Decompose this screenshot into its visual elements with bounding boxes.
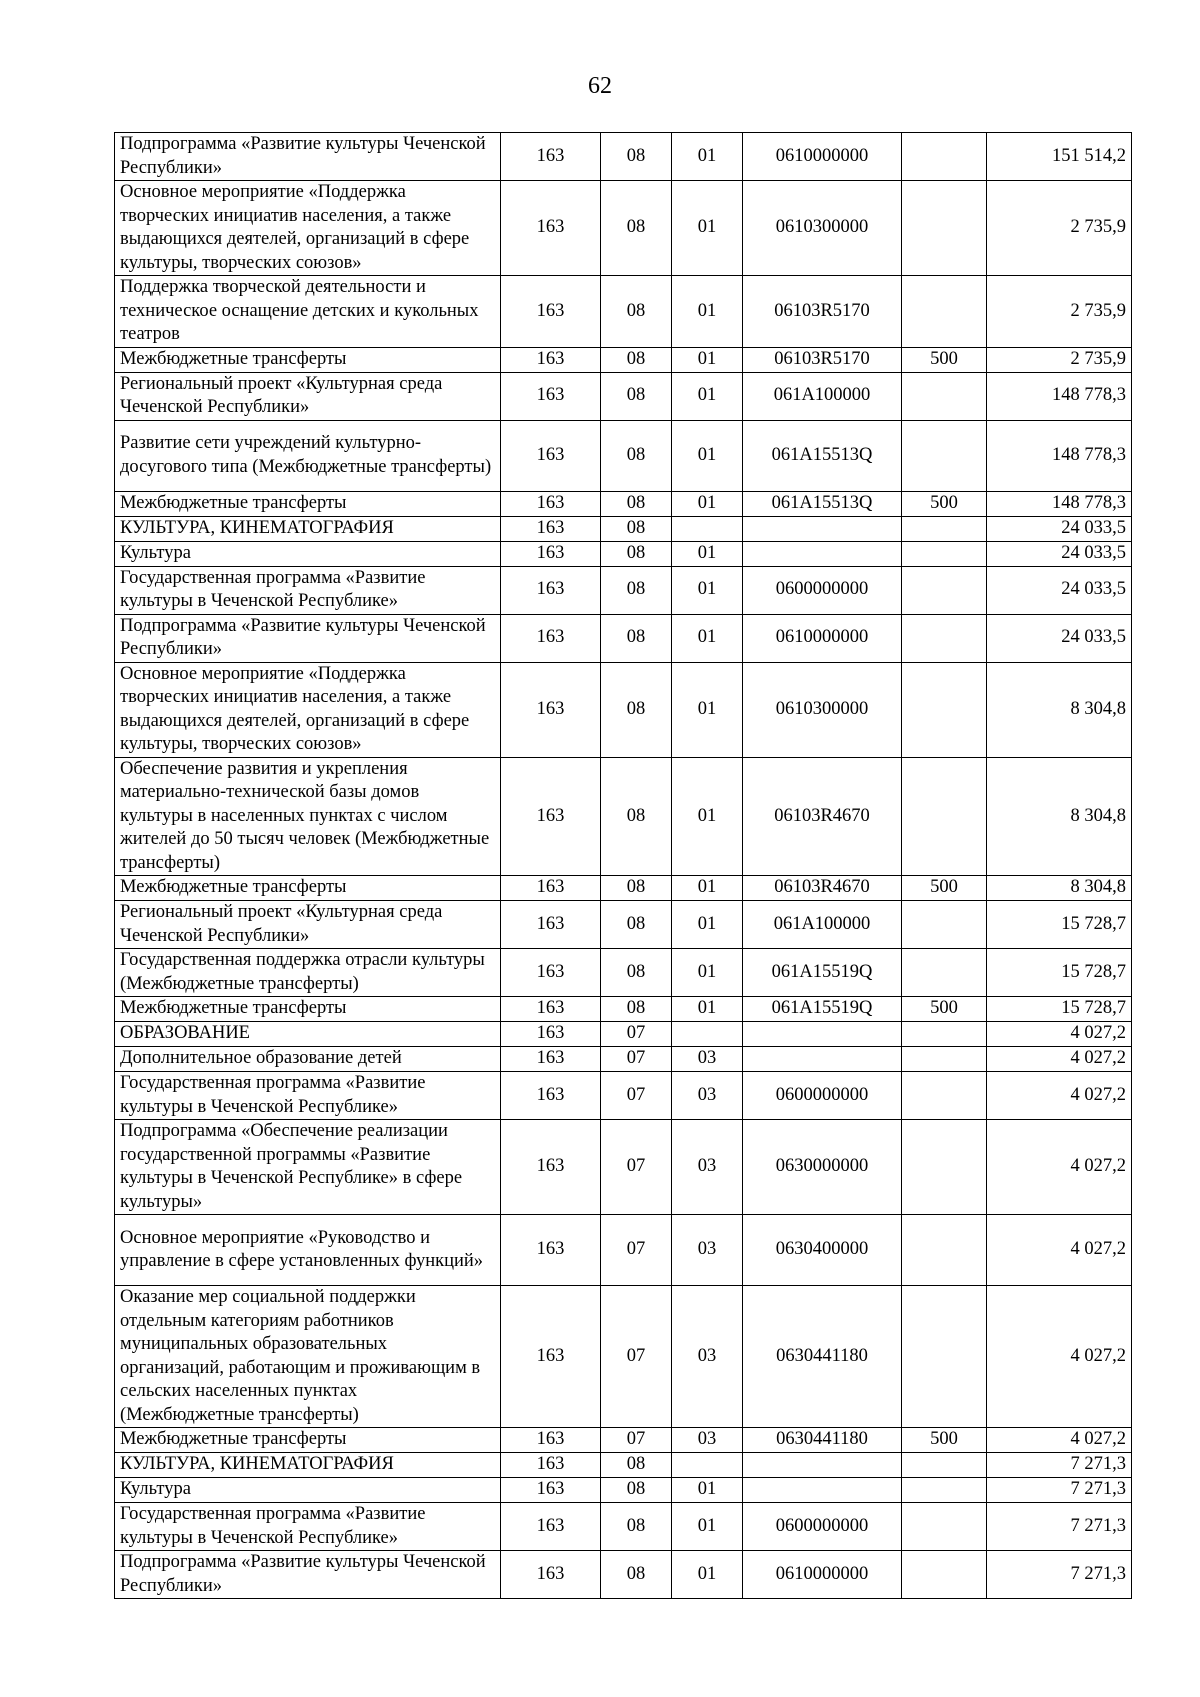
row-ministry-code: 163: [501, 372, 601, 420]
row-amount: 15 728,7: [987, 997, 1132, 1022]
row-section: 08: [601, 949, 672, 997]
row-section: 07: [601, 1047, 672, 1072]
row-target-article: [743, 541, 902, 566]
row-expense-type: [902, 1286, 987, 1428]
table-row: [115, 662, 1132, 757]
row-amount: 15 728,7: [987, 949, 1132, 997]
row-name: Подпрограмма «Обеспечение реализации государственной программы «Развитие культуры в Чеченской Республике» в сфере культуры»: [115, 1120, 501, 1215]
row-ministry-code: 163: [501, 347, 601, 372]
table-row: [115, 1286, 1132, 1428]
row-expense-type: [902, 614, 987, 662]
table-body: [115, 133, 1132, 1599]
row-subsection: 01: [672, 566, 743, 614]
row-section: 08: [601, 133, 672, 181]
row-name: Региональный проект «Культурная среда Чеченской Республики»: [115, 901, 501, 949]
row-name: Государственная поддержка отрасли культуры (Межбюджетные трансферты): [115, 949, 501, 997]
row-expense-type: [902, 1072, 987, 1120]
row-target-article: 06103R5170: [743, 276, 902, 348]
row-amount: 4 027,2: [987, 1022, 1132, 1047]
row-subsection: 03: [672, 1286, 743, 1428]
row-expense-type: [902, 181, 987, 276]
row-target-article: [743, 1453, 902, 1478]
row-expense-type: [902, 276, 987, 348]
row-name: Основное мероприятие «Поддержка творческих инициатив населения, а также выдающихся деятелей, организаций в сфере культуры, творческих союзов»: [115, 181, 501, 276]
row-section: 08: [601, 1551, 672, 1599]
table-row: [115, 1503, 1132, 1551]
row-subsection: [672, 1022, 743, 1047]
table-row: [115, 1551, 1132, 1599]
row-section: 08: [601, 1503, 672, 1551]
row-subsection: 01: [672, 372, 743, 420]
table-row: [115, 276, 1132, 348]
row-amount: 7 271,3: [987, 1503, 1132, 1551]
row-ministry-code: 163: [501, 276, 601, 348]
row-amount: 15 728,7: [987, 901, 1132, 949]
row-target-article: [743, 516, 902, 541]
row-amount: 24 033,5: [987, 516, 1132, 541]
row-target-article: [743, 1478, 902, 1503]
row-expense-type: [902, 420, 987, 491]
row-expense-type: [902, 1453, 987, 1478]
row-subsection: 01: [672, 347, 743, 372]
row-expense-type: [902, 1047, 987, 1072]
row-ministry-code: 163: [501, 1503, 601, 1551]
row-name: Межбюджетные трансферты: [115, 1428, 501, 1453]
row-subsection: 03: [672, 1215, 743, 1286]
row-target-article: 061A100000: [743, 372, 902, 420]
row-name: Развитие сети учреждений культурно-досугового типа (Межбюджетные трансферты): [115, 420, 501, 491]
table-row: [115, 133, 1132, 181]
row-ministry-code: 163: [501, 757, 601, 876]
row-subsection: 01: [672, 876, 743, 901]
row-name: Подпрограмма «Развитие культуры Чеченской Республики»: [115, 133, 501, 181]
row-ministry-code: 163: [501, 662, 601, 757]
row-subsection: 01: [672, 491, 743, 516]
row-amount: 8 304,8: [987, 662, 1132, 757]
row-subsection: [672, 516, 743, 541]
row-amount: 8 304,8: [987, 876, 1132, 901]
row-expense-type: [902, 1120, 987, 1215]
row-expense-type: [902, 566, 987, 614]
row-name: Культура: [115, 1478, 501, 1503]
row-target-article: 0610000000: [743, 1551, 902, 1599]
table-row: [115, 1047, 1132, 1072]
row-subsection: 01: [672, 420, 743, 491]
table-row: [115, 997, 1132, 1022]
row-name: Подпрограмма «Развитие культуры Чеченской Республики»: [115, 1551, 501, 1599]
row-ministry-code: 163: [501, 1428, 601, 1453]
table-row: [115, 541, 1132, 566]
row-target-article: 0630400000: [743, 1215, 902, 1286]
row-expense-type: [902, 133, 987, 181]
row-subsection: 01: [672, 662, 743, 757]
row-section: 08: [601, 516, 672, 541]
table-row: [115, 1120, 1132, 1215]
row-section: 07: [601, 1072, 672, 1120]
row-subsection: 01: [672, 1503, 743, 1551]
row-section: 08: [601, 566, 672, 614]
row-name: Межбюджетные трансферты: [115, 997, 501, 1022]
row-amount: 4 027,2: [987, 1286, 1132, 1428]
row-name: Культура: [115, 541, 501, 566]
row-amount: 2 735,9: [987, 276, 1132, 348]
row-section: 08: [601, 276, 672, 348]
row-name: Основное мероприятие «Поддержка творческих инициатив населения, а также выдающихся деятелей, организаций в сфере культуры, творческих союзов»: [115, 662, 501, 757]
row-target-article: [743, 1047, 902, 1072]
row-name: Государственная программа «Развитие культуры в Чеченской Республике»: [115, 1503, 501, 1551]
row-amount: 24 033,5: [987, 566, 1132, 614]
row-target-article: 0600000000: [743, 566, 902, 614]
row-amount: 7 271,3: [987, 1453, 1132, 1478]
page-number: 62: [588, 73, 612, 99]
row-name: Межбюджетные трансферты: [115, 876, 501, 901]
row-expense-type: [902, 1022, 987, 1047]
row-target-article: 0630000000: [743, 1120, 902, 1215]
row-ministry-code: 163: [501, 541, 601, 566]
row-subsection: 01: [672, 901, 743, 949]
row-name: Подпрограмма «Развитие культуры Чеченской Республики»: [115, 614, 501, 662]
row-subsection: 01: [672, 1551, 743, 1599]
row-section: 08: [601, 997, 672, 1022]
row-subsection: 01: [672, 133, 743, 181]
row-section: 08: [601, 541, 672, 566]
row-target-article: 06103R4670: [743, 876, 902, 901]
row-amount: 4 027,2: [987, 1215, 1132, 1286]
row-name: Дополнительное образование детей: [115, 1047, 501, 1072]
row-section: 08: [601, 876, 672, 901]
row-target-article: [743, 1022, 902, 1047]
row-subsection: 03: [672, 1072, 743, 1120]
row-expense-type: [902, 662, 987, 757]
table-row: [115, 1453, 1132, 1478]
row-target-article: 061A15513Q: [743, 420, 902, 491]
row-expense-type: [902, 1215, 987, 1286]
row-ministry-code: 163: [501, 566, 601, 614]
row-subsection: 01: [672, 757, 743, 876]
table-row: [115, 1215, 1132, 1286]
row-ministry-code: 163: [501, 491, 601, 516]
row-target-article: 061A15513Q: [743, 491, 902, 516]
table-row: [115, 372, 1132, 420]
row-target-article: 061A100000: [743, 901, 902, 949]
row-amount: 148 778,3: [987, 491, 1132, 516]
row-name: Государственная программа «Развитие культуры в Чеченской Республике»: [115, 1072, 501, 1120]
row-subsection: 01: [672, 276, 743, 348]
row-section: 07: [601, 1286, 672, 1428]
table-row: [115, 876, 1132, 901]
row-target-article: 0600000000: [743, 1503, 902, 1551]
row-expense-type: 500: [902, 347, 987, 372]
row-amount: 148 778,3: [987, 372, 1132, 420]
row-amount: 4 027,2: [987, 1047, 1132, 1072]
row-subsection: 01: [672, 541, 743, 566]
row-expense-type: [902, 372, 987, 420]
row-section: 08: [601, 614, 672, 662]
row-name: Межбюджетные трансферты: [115, 491, 501, 516]
row-amount: 24 033,5: [987, 614, 1132, 662]
row-ministry-code: 163: [501, 133, 601, 181]
row-section: 08: [601, 1478, 672, 1503]
row-name: Государственная программа «Развитие культуры в Чеченской Республике»: [115, 566, 501, 614]
row-expense-type: [902, 1478, 987, 1503]
row-expense-type: 500: [902, 1428, 987, 1453]
row-name: Региональный проект «Культурная среда Чеченской Республики»: [115, 372, 501, 420]
row-subsection: 01: [672, 1478, 743, 1503]
row-name: Поддержка творческой деятельности и техническое оснащение детских и кукольных театров: [115, 276, 501, 348]
row-expense-type: [902, 541, 987, 566]
row-name: КУЛЬТУРА, КИНЕМАТОГРАФИЯ: [115, 516, 501, 541]
row-target-article: 06103R5170: [743, 347, 902, 372]
row-amount: 2 735,9: [987, 181, 1132, 276]
row-name: Обеспечение развития и укрепления материально-технической базы домов культуры в населенных пунктах с числом жителей до 50 тысяч человек (Межбюджетные трансферты): [115, 757, 501, 876]
row-expense-type: [902, 1551, 987, 1599]
row-ministry-code: 163: [501, 1022, 601, 1047]
row-subsection: 03: [672, 1428, 743, 1453]
row-subsection: 01: [672, 181, 743, 276]
row-name: КУЛЬТУРА, КИНЕМАТОГРАФИЯ: [115, 1453, 501, 1478]
row-ministry-code: 163: [501, 181, 601, 276]
row-expense-type: [902, 949, 987, 997]
row-ministry-code: 163: [501, 1453, 601, 1478]
row-subsection: 03: [672, 1120, 743, 1215]
row-amount: 151 514,2: [987, 133, 1132, 181]
row-ministry-code: 163: [501, 614, 601, 662]
row-section: 08: [601, 347, 672, 372]
row-ministry-code: 163: [501, 997, 601, 1022]
row-ministry-code: 163: [501, 876, 601, 901]
row-target-article: 0600000000: [743, 1072, 902, 1120]
table-row: [115, 1072, 1132, 1120]
row-ministry-code: 163: [501, 1286, 601, 1428]
table-row: [115, 181, 1132, 276]
row-ministry-code: 163: [501, 516, 601, 541]
row-expense-type: 500: [902, 876, 987, 901]
row-amount: 2 735,9: [987, 347, 1132, 372]
row-section: 08: [601, 1453, 672, 1478]
row-name: ОБРАЗОВАНИЕ: [115, 1022, 501, 1047]
row-target-article: 061A15519Q: [743, 949, 902, 997]
row-section: 08: [601, 662, 672, 757]
row-section: 07: [601, 1022, 672, 1047]
row-ministry-code: 163: [501, 1120, 601, 1215]
row-section: 08: [601, 420, 672, 491]
table-row: [115, 757, 1132, 876]
row-target-article: 061A15519Q: [743, 997, 902, 1022]
row-expense-type: [902, 757, 987, 876]
row-subsection: 01: [672, 614, 743, 662]
row-target-article: 0610300000: [743, 662, 902, 757]
table-row: [115, 1428, 1132, 1453]
row-section: 07: [601, 1120, 672, 1215]
row-expense-type: 500: [902, 997, 987, 1022]
row-target-article: 0630441180: [743, 1428, 902, 1453]
row-ministry-code: 163: [501, 1478, 601, 1503]
row-ministry-code: 163: [501, 1551, 601, 1599]
row-expense-type: [902, 516, 987, 541]
row-amount: 4 027,2: [987, 1072, 1132, 1120]
row-target-article: 0610000000: [743, 614, 902, 662]
row-section: 07: [601, 1428, 672, 1453]
row-ministry-code: 163: [501, 420, 601, 491]
row-expense-type: [902, 1503, 987, 1551]
row-target-article: 0610000000: [743, 133, 902, 181]
row-subsection: [672, 1453, 743, 1478]
table-row: [115, 1478, 1132, 1503]
row-ministry-code: 163: [501, 949, 601, 997]
row-section: 08: [601, 901, 672, 949]
table-row: [115, 1022, 1132, 1047]
row-name: Оказание мер социальной поддержки отдельным категориям работников муниципальных образовательных организаций, работающим и проживающим в сельских населенных пунктах (Межбюджетные трансферты): [115, 1286, 501, 1428]
row-name: Межбюджетные трансферты: [115, 347, 501, 372]
row-subsection: 03: [672, 1047, 743, 1072]
row-target-article: 0630441180: [743, 1286, 902, 1428]
table-row: [115, 949, 1132, 997]
row-section: 08: [601, 491, 672, 516]
row-amount: 7 271,3: [987, 1478, 1132, 1503]
table-row: [115, 901, 1132, 949]
row-amount: 24 033,5: [987, 541, 1132, 566]
row-ministry-code: 163: [501, 1047, 601, 1072]
table-row: [115, 566, 1132, 614]
row-subsection: 01: [672, 997, 743, 1022]
table-row: [115, 347, 1132, 372]
row-amount: 4 027,2: [987, 1428, 1132, 1453]
row-section: 07: [601, 1215, 672, 1286]
row-amount: 7 271,3: [987, 1551, 1132, 1599]
row-ministry-code: 163: [501, 901, 601, 949]
row-target-article: 06103R4670: [743, 757, 902, 876]
row-ministry-code: 163: [501, 1215, 601, 1286]
row-expense-type: [902, 901, 987, 949]
table-row: [115, 516, 1132, 541]
row-amount: 4 027,2: [987, 1120, 1132, 1215]
row-target-article: 0610300000: [743, 181, 902, 276]
row-expense-type: 500: [902, 491, 987, 516]
table-row: [115, 420, 1132, 491]
table-row: [115, 614, 1132, 662]
row-amount: 148 778,3: [987, 420, 1132, 491]
row-section: 08: [601, 181, 672, 276]
row-amount: 8 304,8: [987, 757, 1132, 876]
row-ministry-code: 163: [501, 1072, 601, 1120]
row-subsection: 01: [672, 949, 743, 997]
row-section: 08: [601, 757, 672, 876]
table-row: [115, 491, 1132, 516]
row-section: 08: [601, 372, 672, 420]
row-name: Основное мероприятие «Руководство и управление в сфере установленных функций»: [115, 1215, 501, 1286]
budget-table: [114, 132, 1132, 1599]
